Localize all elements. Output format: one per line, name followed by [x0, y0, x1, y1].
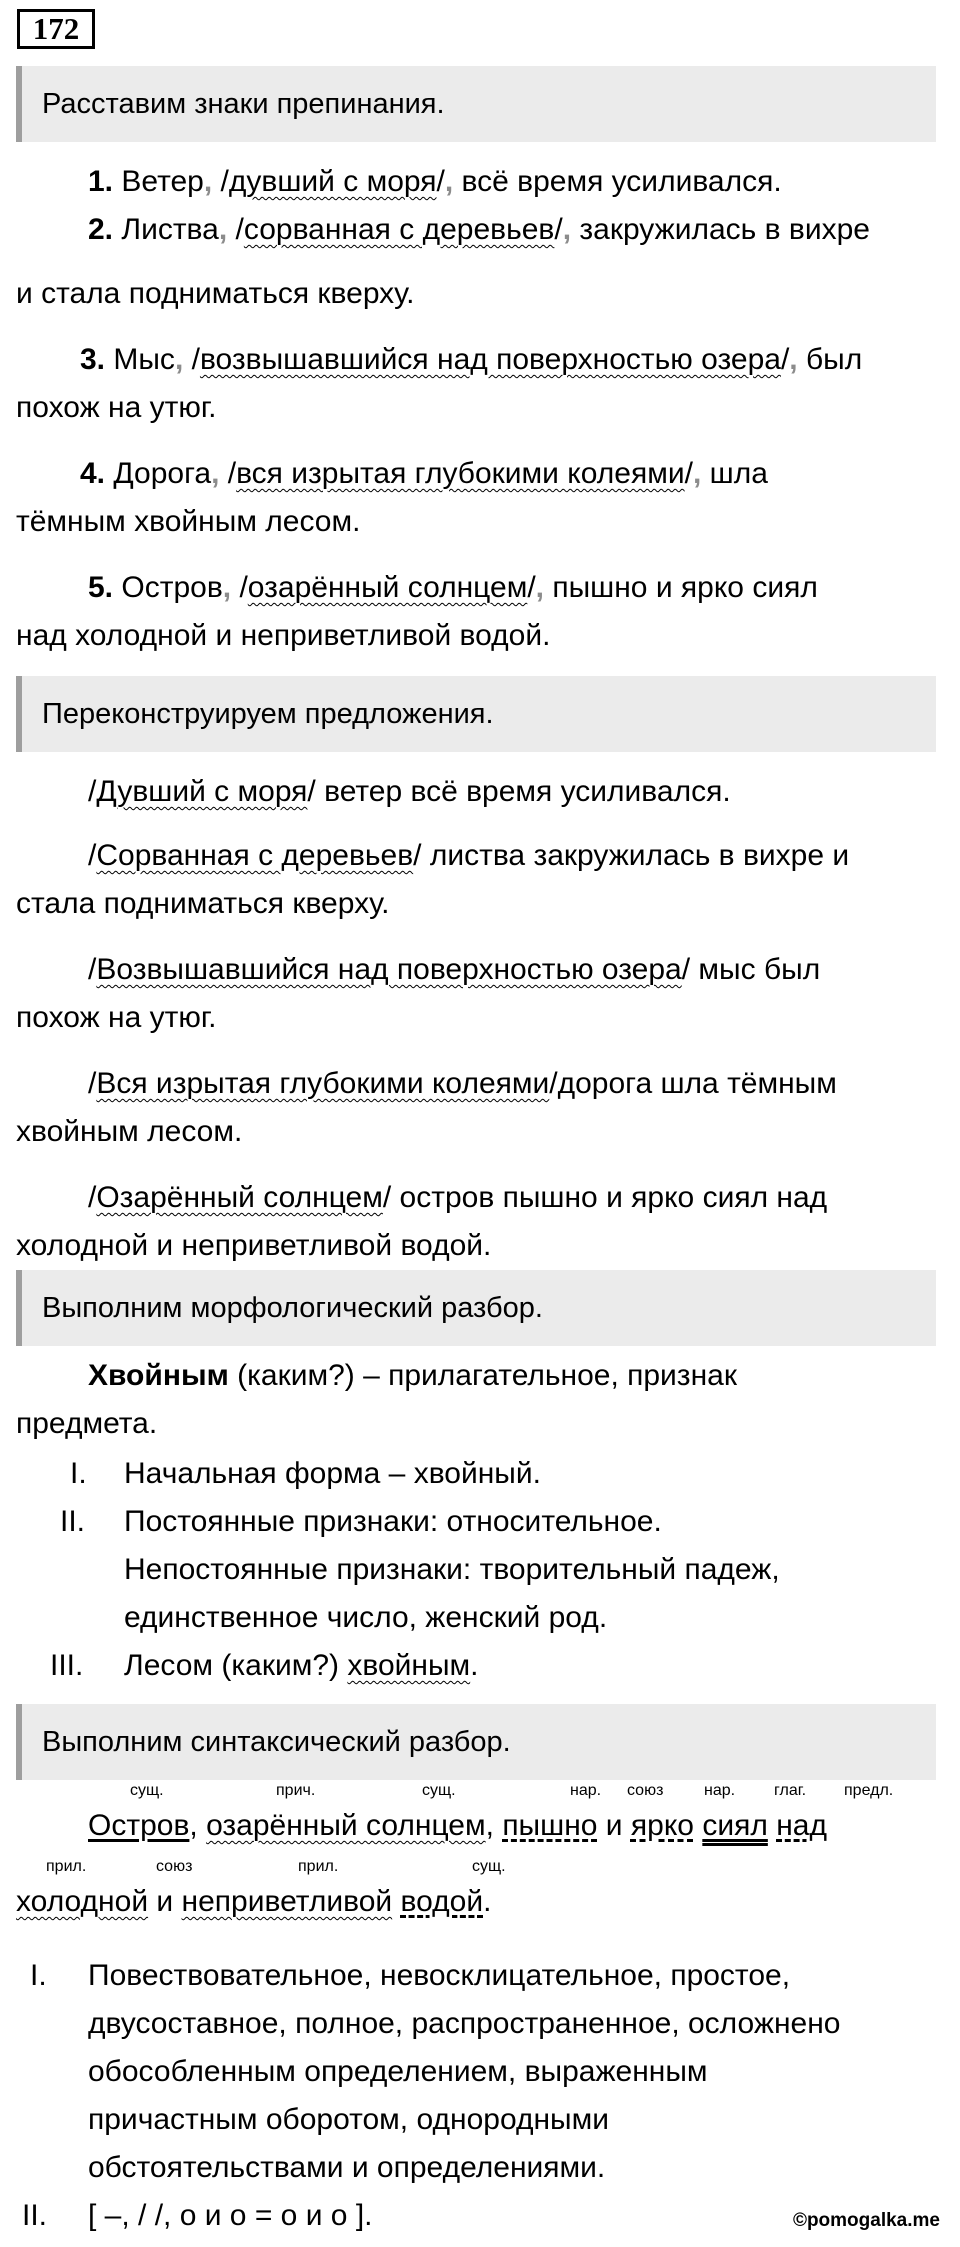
- pos-label: сущ.: [130, 1782, 164, 1799]
- pos-label: прич.: [276, 1782, 316, 1799]
- syntax-scheme: [ –, / /, о и о = о и о ].: [88, 2199, 373, 2232]
- sentence-2: 2. Листва, /сорванная с деревьев/, закружилась в вихре: [88, 213, 870, 246]
- morph-item-3-num: III.: [50, 1649, 84, 1682]
- pos-label: предл.: [844, 1782, 894, 1799]
- morph-intro-cont: предмета.: [16, 1407, 158, 1440]
- morph-intro: Хвойным (каким?) – прилагательное, признак: [88, 1359, 737, 1392]
- syntax-item-2-num: II.: [22, 2199, 48, 2232]
- syntax-sentence-line-2: холодной и неприветливой водой.: [16, 1885, 492, 1918]
- morph-item-2-num: II.: [60, 1505, 86, 1538]
- pos-label: глаг.: [774, 1782, 807, 1799]
- rebuilt-4-cont: хвойным лесом.: [16, 1115, 243, 1148]
- section-header-reconstruct: Переконструируем предложения.: [16, 676, 936, 752]
- morph-item-3: Лесом (каким?) хвойным.: [124, 1649, 479, 1682]
- pos-label: союз: [627, 1782, 664, 1799]
- morph-item-1: Начальная форма – хвойный.: [124, 1457, 541, 1490]
- exercise-number: 172: [17, 9, 95, 49]
- watermark: ©pomogalka.me: [792, 2210, 940, 2231]
- section-header-syntax: Выполним синтаксический разбор.: [16, 1704, 936, 1780]
- rebuilt-5-cont: холодной и неприветливой водой.: [16, 1229, 492, 1262]
- sentence-3-cont: похож на утюг.: [16, 391, 217, 424]
- syntax-description: причастным оборотом, однородными: [88, 2103, 609, 2136]
- syntax-sentence-line-1: Остров, озарённый солнцем, пышно и ярко сиял над: [88, 1809, 827, 1842]
- pos-label: союз: [156, 1858, 193, 1875]
- rebuilt-4: /Вся изрытая глубокими колеями/дорога шла тёмным: [88, 1067, 837, 1100]
- pos-label: нар.: [570, 1782, 602, 1799]
- syntax-description: обстоятельствами и определениями.: [88, 2151, 606, 2184]
- sentence-4-cont: тёмным хвойным лесом.: [16, 505, 361, 538]
- rebuilt-3-cont: похож на утюг.: [16, 1001, 217, 1034]
- sentence-5: 5. Остров, /озарённый солнцем/, пышно и ярко сиял: [88, 571, 818, 604]
- morph-item-2b: Непостоянные признаки: творительный падеж,: [124, 1553, 780, 1586]
- morph-item-2: Постоянные признаки: относительное.: [124, 1505, 662, 1538]
- rebuilt-5: /Озарённый солнцем/ остров пышно и ярко сиял над: [88, 1181, 828, 1214]
- pos-label: сущ.: [422, 1782, 456, 1799]
- morph-item-2c: единственное число, женский род.: [124, 1601, 608, 1634]
- sentence-4: 4. Дорога, /вся изрытая глубокими колеями/, шла: [80, 457, 768, 490]
- pos-label: прил.: [46, 1858, 87, 1875]
- syntax-description: обособленным определением, выраженным: [88, 2055, 708, 2088]
- rebuilt-3: /Возвышавшийся над поверхностью озера/ мыс был: [88, 953, 821, 986]
- section-header-punctuation: Расставим знаки препинания.: [16, 66, 936, 142]
- sentence-1: 1. Ветер, /дувший с моря/, всё время усиливался.: [88, 165, 782, 198]
- sentence-5-cont: над холодной и неприветливой водой.: [16, 619, 551, 652]
- sentence-3: 3. Мыс, /возвышавшийся над поверхностью озера/, был: [80, 343, 863, 376]
- morph-item-1-num: I.: [70, 1457, 87, 1490]
- pos-label: прил.: [298, 1858, 339, 1875]
- rebuilt-2-cont: стала подниматься кверху.: [16, 887, 390, 920]
- pos-label: нар.: [704, 1782, 736, 1799]
- pos-label: сущ.: [472, 1858, 506, 1875]
- rebuilt-2: /Сорванная с деревьев/ листва закружилась в вихре и: [88, 839, 850, 872]
- syntax-description: двусоставное, полное, распространенное, осложнено: [88, 2007, 841, 2040]
- sentence-2-cont: и стала подниматься кверху.: [16, 277, 415, 310]
- syntax-item-1-num: I.: [30, 1959, 47, 1992]
- section-header-morphology: Выполним морфологический разбор.: [16, 1270, 936, 1346]
- syntax-description: Повествовательное, невосклицательное, простое,: [88, 1959, 791, 1992]
- rebuilt-1: /Дувший с моря/ ветер всё время усиливался.: [88, 775, 731, 808]
